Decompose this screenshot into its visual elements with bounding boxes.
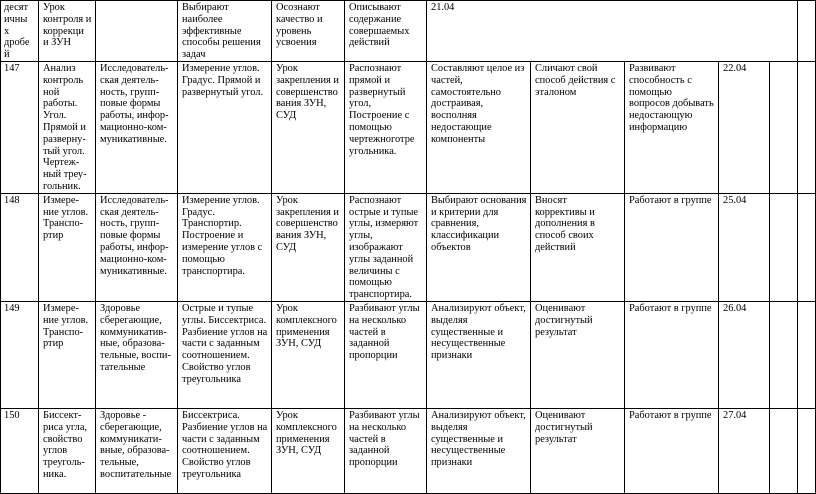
cell-extra2 bbox=[798, 193, 816, 301]
cell-goals: Измерение углов. Градус. Прямой и развернутый угол. bbox=[178, 61, 272, 193]
cell-actions-c: Работают в группе bbox=[625, 408, 719, 493]
cell-content: Разбивают углы на несколько частей в заданной пропорции bbox=[345, 301, 427, 408]
cell-extra2 bbox=[798, 301, 816, 408]
cell-extra2 bbox=[798, 1, 816, 62]
cell-extra2 bbox=[798, 61, 816, 193]
table-row bbox=[1, 408, 816, 493]
cell-date: 26.04 bbox=[719, 301, 770, 408]
cell-forms: Здоровье сберегающие, коммуникатив-ные, образова-тельные, воспи-тательные bbox=[96, 301, 178, 408]
cell-goals: Измерение углов. Градус. Транспортир. Построение и измерение углов с помощью транспортира. bbox=[178, 193, 272, 301]
cell-type: Урок закрепления и совершенство вания ЗУН, СУД bbox=[272, 193, 345, 301]
cell-topic: Урок контроля и коррекци и ЗУН bbox=[39, 1, 96, 62]
table-row bbox=[1, 61, 816, 193]
cell-content: Распознают прямой и развернутый угол, Построение с помощью чертежноготре угольника. bbox=[345, 61, 427, 193]
cell-topic: Биссект-риса угла, свойство углов треуголь-ника. bbox=[39, 408, 96, 493]
cell-goals: Выбирают наиболее эффективные способы решения задач bbox=[178, 1, 272, 62]
cell-extra1 bbox=[770, 408, 798, 493]
table-row bbox=[1, 301, 816, 408]
cell-extra1 bbox=[770, 193, 798, 301]
cell-actions-a: Выбирают основания и критерии для сравнения, классификации объектов bbox=[427, 193, 531, 301]
cell-actions-c: Развивают способность с помощью вопросов добывать недостающую информацию bbox=[625, 61, 719, 193]
cell-date: 25.04 bbox=[719, 193, 770, 301]
cell-actions-a: Анализируют объект, выделяя существенные и несущественные признаки bbox=[427, 408, 531, 493]
cell-num: 147 bbox=[1, 61, 39, 193]
cell-forms: Исследователь-ская деятель-ность, групп-повые формы работы, инфор-мационно-ком-муникативные. bbox=[96, 61, 178, 193]
cell-extra1 bbox=[770, 301, 798, 408]
cell-extra1 bbox=[770, 61, 798, 193]
cell-type: Урок комплексного применения ЗУН, СУД bbox=[272, 408, 345, 493]
table-row bbox=[1, 193, 816, 301]
cell-actions-c: Работают в группе bbox=[625, 193, 719, 301]
cell-content: Распознают острые и тупые углы, измеряют углы, изображают углы заданной величины с помощью транспортира. bbox=[345, 193, 427, 301]
cell-actions-c: Работают в группе bbox=[625, 301, 719, 408]
cell-actions-a: Составляют целое из частей, самостоятельно достраивая, восполняя недостающие компоненты bbox=[427, 61, 531, 193]
cell-forms bbox=[96, 1, 178, 62]
cell-actions-b: Оценивают достигнутый результат bbox=[531, 408, 625, 493]
cell-content: Описывают содержание совершаемых действий bbox=[345, 1, 427, 62]
cell-actions-a: Анализируют объект, выделяя существенные и несущественные признаки bbox=[427, 301, 531, 408]
cell-actions-b: Вносят коррективы и дополнения в способ своих действий bbox=[531, 193, 625, 301]
cell-num: 148 bbox=[1, 193, 39, 301]
cell-type: Урок закрепления и совершенство вания ЗУН, СУД bbox=[272, 61, 345, 193]
cell-topic: Анализ контроль ной работы. Угол. Прямой и разверну-тый угол. Чертеж-ный треу-гольник. bbox=[39, 61, 96, 193]
cell-date: 22.04 bbox=[719, 61, 770, 193]
cell-topic: Измере-ние углов. Транспо-ртир bbox=[39, 193, 96, 301]
cell-num: 150 bbox=[1, 408, 39, 493]
cell-actions-a: 21.04 bbox=[427, 1, 798, 62]
cell-date: 27.04 bbox=[719, 408, 770, 493]
cell-extra2 bbox=[798, 408, 816, 493]
cell-actions-b: Сличают свой способ действия с эталоном bbox=[531, 61, 625, 193]
cell-type: Осознают качество и уровень усвоения bbox=[272, 1, 345, 62]
cell-forms: Здоровье - сберегающие, коммуникати-вные, образова-тельные, воспитательные bbox=[96, 408, 178, 493]
cell-content: Разбивают углы на несколько частей в заданной пропорции bbox=[345, 408, 427, 493]
table-row bbox=[1, 1, 816, 62]
cell-goals: Острые и тупые углы. Биссектриса. Разбиение углов на части с заданным соотношением. Свойство углов треугольника bbox=[178, 301, 272, 408]
cell-num: 149 bbox=[1, 301, 39, 408]
cell-goals: Биссектриса. Разбиение углов на части с заданным соотношением. Свойство углов треугольника bbox=[178, 408, 272, 493]
cell-topic: Измере-ние углов. Транспо-ртир bbox=[39, 301, 96, 408]
cell-type: Урок комплексного применения ЗУН, СУД bbox=[272, 301, 345, 408]
cell-num: десят ичны х дробе й bbox=[1, 1, 39, 62]
cell-actions-b: Оценивают достигнутый результат bbox=[531, 301, 625, 408]
cell-forms: Исследователь-ская деятель-ность, групп-повые формы работы, инфор-мационно-ком-муникативные. bbox=[96, 193, 178, 301]
